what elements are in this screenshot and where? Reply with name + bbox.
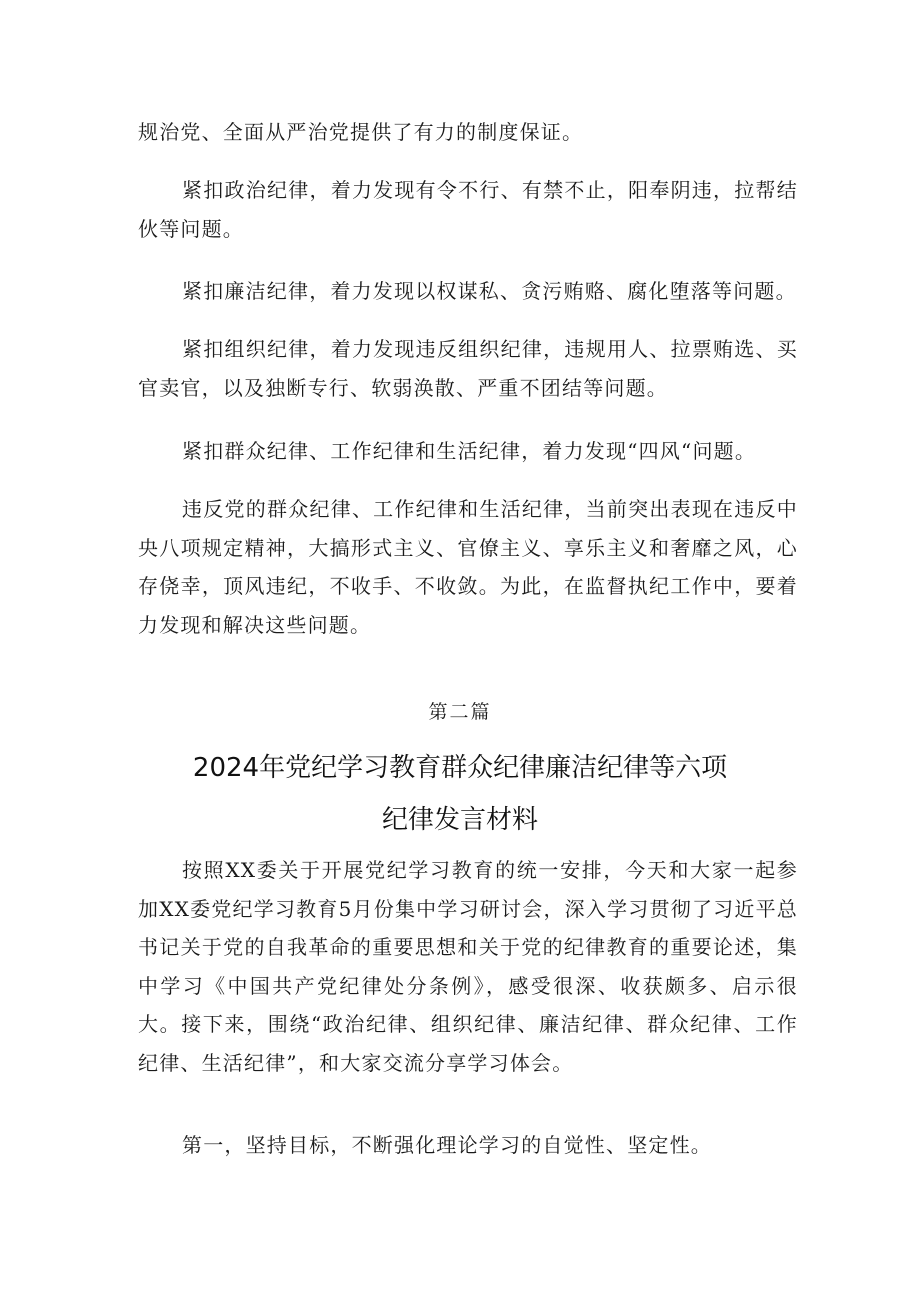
paragraph-integrity-discipline: 紧扣廉洁纪律，着力发现以权谋私、贪污贿赂、腐化堕落等问题。 — [182, 279, 797, 303]
paragraph-organizational-discipline: 紧扣组织纪律，着力发现违反组织纪律，违规用人、拉票贿选、买官卖官，以及独断专行、软弱涣散、严重不团结等问题。 — [138, 337, 798, 400]
paragraph-political-discipline: 紧扣政治纪律，着力发现有令不行、有禁不止，阳奉阴违，拉帮结伙等问题。 — [138, 178, 798, 241]
title-line-2: 纪律发言材料 — [381, 805, 538, 835]
paragraph-intro: 按照XX委关于开展党纪学习教育的统一安排，今天和大家一起参加XX委党纪学习教育5月份集中学习研讨会，深入学习贯彻了习近平总书记关于党的自我革命的重要思想和关于党的纪律教育的重要论述，集中学习《中国共产党纪律处分条例》，感受很深、收获颇多、启示很大。接下来，围绕“政治纪律、组织纪律、廉洁纪律、群众纪律、工作纪律、生活纪律”，和大家交流分享学习体会。 — [138, 858, 798, 1075]
document-title — [0, 742, 920, 846]
title-line-1: 2024年党纪学习教育群众纪律廉洁纪律等六项 — [192, 753, 728, 783]
paragraph-mass-work-life-discipline: 紧扣群众纪律、工作纪律和生活纪律，着力发现“四风“问题。 — [182, 439, 757, 463]
paragraph-first-point: 第一，坚持目标，不断强化理论学习的自觉性、坚定性。 — [182, 1133, 712, 1157]
paragraph-violations-summary: 违反党的群众纪律、工作纪律和生活纪律，当前突出表现在违反中央八项规定精神，大搞形式主义、官僚主义、享乐主义和奢靡之风，心存侥幸，顶风违纪，不收手、不收敛。为此，在监督执纪工作中，要着力发现和解决这些问题。 — [138, 497, 798, 637]
section-label: 第二篇 — [428, 701, 492, 723]
paragraph-continuation: 规治党、全面从严治党提供了有力的制度保证。 — [138, 120, 584, 144]
